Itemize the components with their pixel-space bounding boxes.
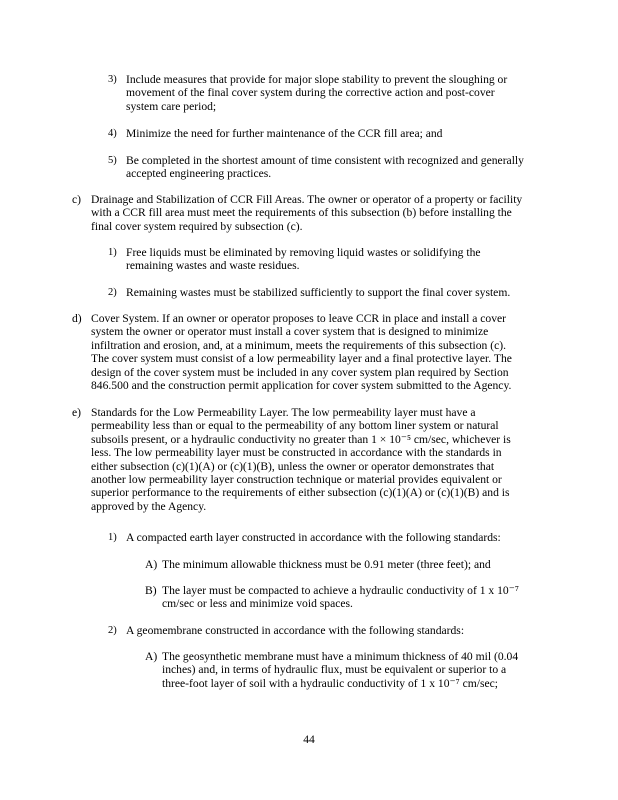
- item-number: 1): [108, 532, 117, 543]
- text-line: Minimize the need for further maintenance of the CCR fill area; and: [126, 127, 443, 140]
- item-text: [126, 154, 588, 181]
- item-number: 4): [108, 128, 117, 139]
- item-text: [126, 624, 578, 637]
- list-item: [145, 650, 580, 690]
- text-line: system the owner or operator must install a cover system that is designed to minimize: [91, 325, 489, 339]
- item-number: 5): [108, 155, 117, 166]
- list-item: [108, 531, 578, 544]
- list-item: [145, 558, 580, 571]
- item-number: B): [145, 584, 157, 597]
- text-line: three-foot layer of soil with a hydraulic conductivity of 1 x 10⁻⁷ cm/sec;: [162, 676, 498, 690]
- item-text: [162, 650, 580, 690]
- text-line: Cover System. If an owner or operator proposes to leave CCR in place and install a cover: [91, 312, 507, 325]
- text-line: 846.500 and the construction permit application for cover system submitted to the Agency.: [91, 379, 512, 393]
- text-line: either subsection (c)(1)(A) or (c)(1)(B), unless the owner or operator demonstrates that: [91, 459, 495, 473]
- item-number: 2): [108, 625, 117, 636]
- text-line: subsoils present, or a hydraulic conductivity no greater than 1 × 10⁻⁵ cm/sec, whichever is: [91, 432, 511, 446]
- list-item: [145, 584, 580, 611]
- item-number: d): [72, 312, 82, 325]
- text-line: final cover system required by subsection (c).: [91, 219, 303, 233]
- list-item: [108, 127, 578, 140]
- item-number: e): [72, 406, 82, 419]
- text-line: A geomembrane constructed in accordance with the following standards:: [126, 624, 465, 637]
- item-text: [162, 558, 580, 571]
- item-text: [91, 193, 582, 233]
- text-line: superior performance to the requirements of either subsection (c)(1)(A) or (c)(1)(B) and is: [91, 486, 510, 500]
- list-item: [72, 312, 582, 392]
- list-item: [72, 193, 582, 233]
- text-line: Remaining wastes must be stabilized sufficiently to support the final cover system.: [126, 286, 511, 299]
- text-line: Drainage and Stabilization of CCR Fill Areas. The owner or operator of a property or facility: [91, 193, 523, 206]
- text-line: system care period;: [126, 99, 217, 113]
- text-line: movement of the final cover system during the corrective action and post-cover: [126, 86, 495, 100]
- item-text: [126, 73, 578, 113]
- text-line: Be completed in the shortest amount of time consistent with recognized and generally: [126, 154, 524, 167]
- item-text: [91, 312, 582, 392]
- text-line: with a CCR fill area must meet the requirements of this subsection (b) before installing the: [91, 206, 512, 220]
- text-line: Standards for the Low Permeability Layer. The low permeability layer must have a: [91, 406, 476, 419]
- item-text: [126, 127, 578, 140]
- text-line: The minimum allowable thickness must be 0.91 meter (three feet); and: [162, 558, 491, 571]
- item-number: 3): [108, 74, 117, 85]
- item-text: [126, 286, 578, 299]
- text-line: Free liquids must be eliminated by removing liquid wastes or solidifying the: [126, 246, 481, 259]
- text-line: The layer must be compacted to achieve a hydraulic conductivity of 1 x 10⁻⁷: [162, 584, 519, 597]
- list-item: [72, 406, 582, 513]
- text-line: The geosynthetic membrane must have a minimum thickness of 40 mil (0.04: [162, 650, 519, 663]
- item-number: c): [72, 193, 82, 206]
- text-line: remaining wastes and waste residues.: [126, 259, 300, 273]
- list-item: [108, 624, 578, 637]
- list-item: [108, 286, 578, 299]
- item-text: [126, 531, 578, 544]
- text-line: The cover system must consist of a low permeability layer and a final protective layer. The: [91, 352, 512, 366]
- text-line: A compacted earth layer constructed in accordance with the following standards:: [126, 531, 501, 544]
- text-line: approved by the Agency.: [91, 499, 207, 513]
- text-line: design of the cover system must be included in any cover system plan required by Section: [91, 365, 509, 379]
- item-text: [126, 246, 578, 273]
- text-line: accepted engineering practices.: [126, 167, 272, 181]
- text-line: cm/sec or less and minimize void spaces.: [162, 597, 353, 611]
- item-number: 2): [108, 287, 117, 298]
- page-number: 44: [303, 733, 315, 746]
- text-line: infiltration and erosion, and, at a minimum, meets the requirements of this subsection (c).: [91, 338, 507, 352]
- text-line: another low permeability layer construction technique or material provides equivalent or: [91, 473, 502, 487]
- item-text: [162, 584, 580, 611]
- list-item: [108, 73, 578, 113]
- list-item: [108, 246, 578, 273]
- item-text: [91, 406, 582, 513]
- text-line: permeability less than or equal to the permeability of any bottom liner system or natural: [91, 419, 499, 433]
- text-line: Include measures that provide for major slope stability to prevent the sloughing or: [126, 73, 508, 86]
- text-line: inches) and, in terms of hydraulic flux, must be equivalent or superior to a: [162, 663, 507, 677]
- item-number: A): [145, 650, 158, 663]
- list-item: [108, 154, 588, 181]
- text-line: less. The low permeability layer must be constructed in accordance with the standards in: [91, 446, 502, 460]
- item-number: A): [145, 558, 158, 571]
- item-number: 1): [108, 247, 117, 258]
